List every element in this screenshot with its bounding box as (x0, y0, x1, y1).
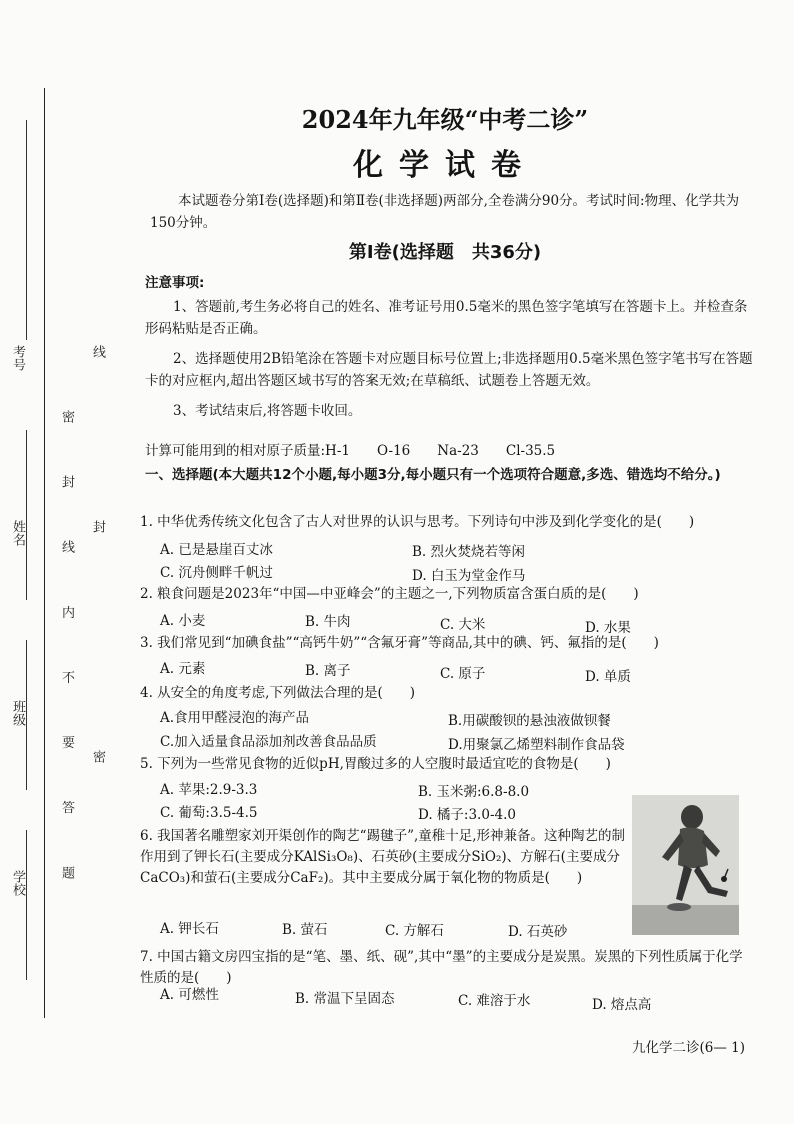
seal-outer-char: 密 (90, 750, 105, 763)
question-7-option-b: B. 常温下呈固态 (295, 991, 395, 1007)
question-6-stem: 6. 我国著名雕塑家刘开渠创作的陶艺“踢毽子”,童稚十足,形神兼备。这种陶艺的制作用到了钾长石(主要成分KAlSi₃O₈)、石英砂(主要成分SiO₂)、方解石(主要成分CaCO₃)和萤石(主要成分CaF₂)。其中主要成分属于氧化物的物质是( ) (140, 828, 626, 886)
question-1-option-a: A. 已是悬崖百丈冰 (160, 542, 273, 558)
question-3-option-c: C. 原子 (440, 666, 486, 682)
question-3-stem: 3. 我们常见到“加碘食盐”“高钙牛奶”“含氟牙膏”等商品,其中的碘、钙、氟指的是( ) (140, 635, 659, 651)
note-2: 2、选择题使用2B铅笔涂在答题卡对应题目标号位置上;非选择题用0.5毫米黑色签字笔书写在答题卡的对应框内,超出答题区域书写的答案无效;在草稿纸、试题卷上答题无效。 (145, 351, 753, 389)
sculpture-photo (632, 795, 739, 935)
question-3-option-b: B. 离子 (305, 663, 351, 679)
question-1-option-b: B. 烈火焚烧若等闲 (412, 544, 526, 560)
question-6-option-b: B. 萤石 (282, 922, 328, 938)
class-label: 班级 (10, 700, 25, 726)
atomic-mass-line: 计算可能用到的相对原子质量:H-1 O-16 Na-23 Cl-35.5 (145, 443, 556, 459)
question-3-option-d: D. 单质 (585, 669, 631, 685)
exam-subject: 化学试卷 (353, 148, 537, 183)
school-fill-line (26, 830, 27, 980)
question-1-option-c: C. 沉舟侧畔千帆过 (160, 565, 273, 581)
question-4-option-a: A.食用甲醛浸泡的海产品 (160, 710, 310, 726)
part1-heading: 第Ⅰ卷(选择题 共36分) (348, 242, 542, 263)
question-2-option-c: C. 大米 (440, 617, 486, 633)
question-6-option-d: D. 石英砂 (508, 924, 568, 940)
question-3-option-a: A. 元素 (160, 661, 206, 677)
exam-no-label: 考号 (10, 345, 25, 371)
exam-title: 2024年九年级“中考二诊” (301, 105, 589, 134)
seal-mid-char: 封 (90, 520, 105, 533)
choice-section-title: 一、选择题(本大题共12个小题,每小题3分,每小题只有一个选项符合题意,多选、错选均不给分。) (145, 467, 721, 483)
exam-no-fill-line (26, 120, 27, 340)
note-1: 1、答题前,考生务必将自己的姓名、准考证号用0.5毫米的黑色签字笔填写在答题卡上。并检查条形码粘贴是否正确。 (145, 299, 748, 337)
seal-line-char: 线 (90, 345, 105, 358)
question-5-option-c: C. 葡萄:3.5-4.5 (160, 805, 258, 821)
question-7-option-d: D. 熔点高 (592, 997, 652, 1013)
binding-margin-line (44, 88, 45, 1018)
question-6-option-a: A. 钾长石 (160, 921, 219, 937)
question-2-option-a: A. 小麦 (160, 613, 206, 629)
name-label: 姓名 (10, 520, 25, 546)
seal-instruction: 密 封 线 内 不 要 答 题 (59, 410, 74, 903)
question-7-option-a: A. 可燃性 (160, 987, 219, 1003)
notes-title: 注意事项: (145, 275, 205, 291)
question-1-option-d: D. 白玉为堂金作马 (412, 568, 526, 584)
name-fill-line (26, 430, 27, 600)
question-4-option-b: B.用碳酸钡的悬浊液做钡餐 (448, 713, 611, 729)
question-4-option-c: C.加入适量食品添加剂改善食品品质 (160, 734, 377, 750)
question-5-stem: 5. 下列为一些常见食物的近似pH,胃酸过多的人空腹时最适宜吃的食物是( ) (140, 756, 611, 772)
question-5-option-b: B. 玉米粥:6.8-8.0 (418, 784, 530, 800)
question-2-option-d: D. 水果 (585, 620, 631, 636)
question-5-option-d: D. 橘子:3.0-4.0 (418, 807, 516, 823)
question-4-stem: 4. 从安全的角度考虑,下列做法合理的是( ) (140, 685, 415, 701)
exam-intro: 本试题卷分第Ⅰ卷(选择题)和第Ⅱ卷(非选择题)两部分,全卷满分90分。考试时间:物理、化学共为150分钟。 (150, 193, 740, 231)
question-6-option-c: C. 方解石 (385, 923, 444, 939)
question-5-option-a: A. 苹果:2.9-3.3 (160, 782, 258, 798)
shuttlecock-kicking-sculpture-icon (632, 795, 739, 935)
question-4-option-d: D.用聚氯乙烯塑料制作食品袋 (448, 737, 625, 753)
question-1-stem: 1. 中华优秀传统文化包含了古人对世界的认识与思考。下列诗句中涉及到化学变化的是( ) (140, 514, 695, 530)
question-7-option-c: C. 难溶于水 (458, 993, 531, 1009)
question-2-option-b: B. 牛肉 (305, 614, 351, 630)
question-7-stem: 7. 中国古籍文房四宝指的是“笔、墨、纸、砚”,其中“墨”的主要成分是炭黑。炭黑的下列性质属于化学性质的是( ) (140, 949, 743, 986)
page-footer-label: 九化学二诊(6— 1) (632, 1040, 746, 1056)
question-2-stem: 2. 粮食问题是2023年“中国—中亚峰会”的主题之一,下列物质富含蛋白质的是( ) (140, 586, 639, 602)
note-3: 3、考试结束后,将答题卡收回。 (173, 403, 362, 419)
school-label: 学校 (10, 870, 25, 896)
